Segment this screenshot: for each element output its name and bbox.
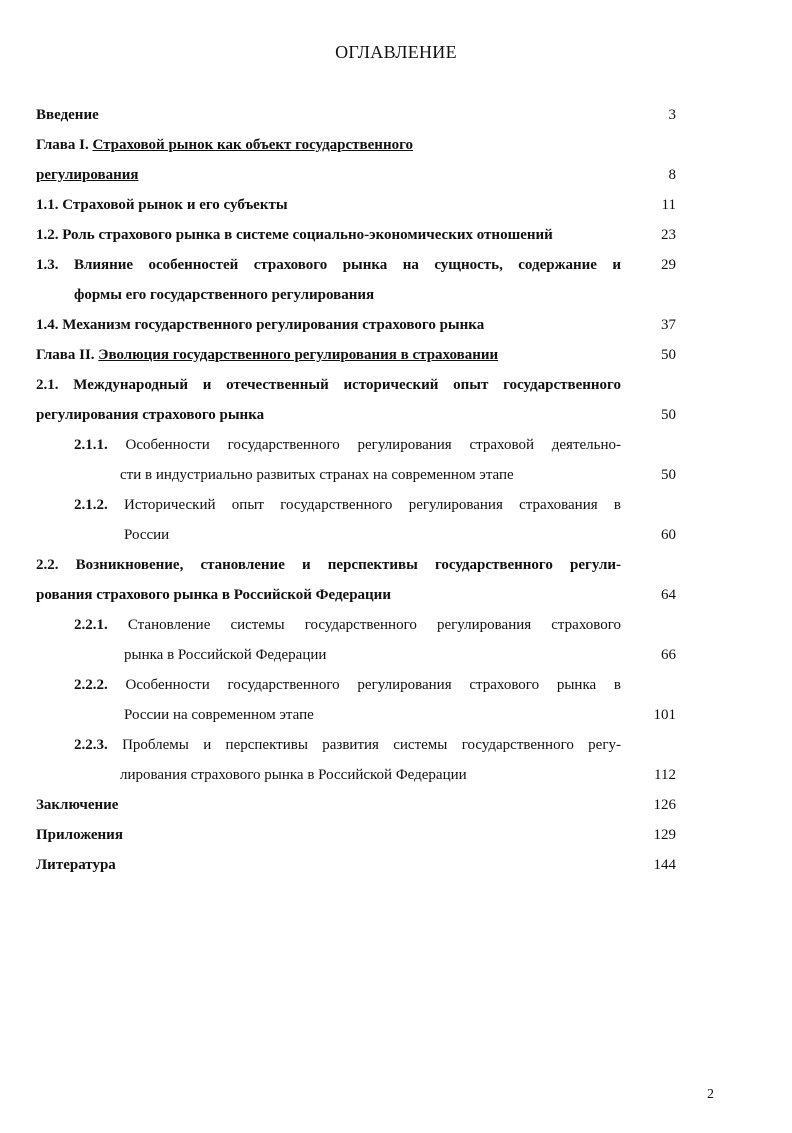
table-of-contents [36, 100, 676, 880]
toc-entry-text: Литература [36, 857, 116, 873]
toc-entry-text-continued: рынка в Российской Федерации [124, 647, 327, 663]
toc-page-number: 66 [661, 647, 676, 663]
toc-entry-2-2-3-line2 [36, 760, 676, 790]
toc-entry-text-continued: лирования страхового рынка в Российской Федерации [120, 767, 467, 783]
subsection-number: 2.1.1. [74, 437, 108, 453]
toc-entry-intro [36, 100, 676, 130]
toc-page-number: 3 [668, 107, 676, 123]
toc-entry-2-2-3-line1 [36, 730, 676, 760]
subsection-title: Исторический опыт государственного регулирования страхования в [124, 497, 621, 513]
toc-page-number: 37 [661, 317, 676, 333]
toc-page-number: 60 [661, 527, 676, 543]
subsection-number: 2.2.1. [74, 617, 108, 633]
toc-entry-1-3-line2 [36, 280, 676, 310]
toc-page-number: 29 [661, 257, 676, 273]
toc-entry-text [74, 670, 621, 700]
toc-page-number: 112 [654, 767, 676, 783]
toc-entry-2-2-1-line2 [36, 640, 676, 670]
toc-entry-text-continued: регулирования страхового рынка [36, 407, 265, 423]
toc-page-number: 11 [661, 197, 676, 213]
toc-entry-1-3-line1 [36, 250, 676, 280]
toc-entry-text: 2.2. Возникновение, становление и перспективы государственного регули- [36, 557, 621, 573]
subsection-number: 2.2.2. [74, 677, 108, 693]
chapter-label: Глава I. [36, 137, 89, 153]
toc-entry-text [74, 490, 621, 520]
toc-page-number: 144 [653, 857, 676, 873]
toc-entry-text: 1.4. Механизм государственного регулирования страхового рынка [36, 317, 485, 333]
toc-entry-text [36, 130, 621, 160]
toc-page-number: 8 [668, 167, 676, 183]
subsection-number: 2.1.2. [74, 497, 108, 513]
toc-entry-text [74, 730, 621, 760]
toc-entry-literature [36, 850, 676, 880]
toc-entry-1-1 [36, 190, 676, 220]
toc-entry-text-continued: сти в индустриально развитых странах на современном этапе [120, 467, 514, 483]
chapter-title-continued: регулирования [36, 167, 139, 183]
toc-entry-2-1-2-line1 [36, 490, 676, 520]
chapter-title: Эволюция государственного регулирования в страховании [98, 347, 499, 363]
toc-entry-2-2-line1 [36, 550, 676, 580]
toc-page-number: 50 [661, 347, 676, 363]
subsection-title: Особенности государственного регулирования страховой деятельно- [125, 437, 622, 453]
toc-page-number: 129 [653, 827, 676, 843]
page-number: 2 [707, 1087, 714, 1102]
subsection-title: Особенности государственного регулирования страхового рынка в [125, 677, 622, 693]
toc-page-number: 126 [653, 797, 676, 813]
subsection-number: 2.2.3. [74, 737, 108, 753]
toc-entry-text [74, 430, 621, 460]
chapter-label: Глава II. [36, 347, 95, 363]
toc-entry-1-2 [36, 220, 676, 250]
toc-entry-text: 1.1. Страховой рынок и его субъекты [36, 197, 288, 213]
toc-page-number: 50 [661, 407, 676, 423]
toc-entry-2-2-2-line1 [36, 670, 676, 700]
toc-entry-2-2-2-line2 [36, 700, 676, 730]
toc-entry-2-1-1-line2 [36, 460, 676, 490]
toc-entry-2-2-1-line1 [36, 610, 676, 640]
toc-entry-text-continued: формы его государственного регулирования [74, 287, 375, 303]
toc-entry-text [74, 610, 621, 640]
chapter-title: Страховой рынок как объект государственного [92, 137, 414, 153]
toc-entry-text: 2.1. Международный и отечественный исторический опыт государственного [36, 377, 621, 393]
page-title: ОГЛАВЛЕНИЕ [335, 42, 457, 62]
toc-entry-text: Приложения [36, 827, 123, 843]
toc-entry-text: 1.2. Роль страхового рынка в системе социально-экономических отношений [36, 227, 553, 243]
toc-entry-text [36, 340, 621, 370]
toc-entry-2-1-2-line2 [36, 520, 676, 550]
toc-entry-text-continued: России [124, 527, 170, 543]
toc-entry-chapter-2 [36, 340, 676, 370]
toc-page-number: 64 [661, 587, 676, 603]
toc-entry-text-continued: рования страхового рынка в Российской Федерации [36, 587, 391, 603]
toc-page-number: 101 [653, 707, 676, 723]
toc-entry-text: 1.3. Влияние особенностей страхового рынка на сущность, содержание и [36, 257, 621, 273]
toc-entry-1-4 [36, 310, 676, 340]
toc-entry-chapter-1-line2 [36, 160, 676, 190]
subsection-title: Проблемы и перспективы развития системы государственного регу- [122, 737, 621, 753]
toc-entry-appendices [36, 820, 676, 850]
toc-entry-conclusion [36, 790, 676, 820]
toc-page-number: 23 [661, 227, 676, 243]
toc-entry-2-1-line2 [36, 400, 676, 430]
toc-entry-text: Заключение [36, 797, 119, 813]
toc-entry-text-continued: России на современном этапе [124, 707, 314, 723]
subsection-title: Становление системы государственного регулирования страхового [127, 617, 622, 633]
toc-entry-2-1-1-line1 [36, 430, 676, 460]
toc-page-number: 50 [661, 467, 676, 483]
toc-entry-text: Введение [36, 107, 99, 123]
toc-entry-2-2-line2 [36, 580, 676, 610]
toc-entry-2-1-line1 [36, 370, 676, 400]
toc-entry-chapter-1-line1 [36, 130, 676, 160]
